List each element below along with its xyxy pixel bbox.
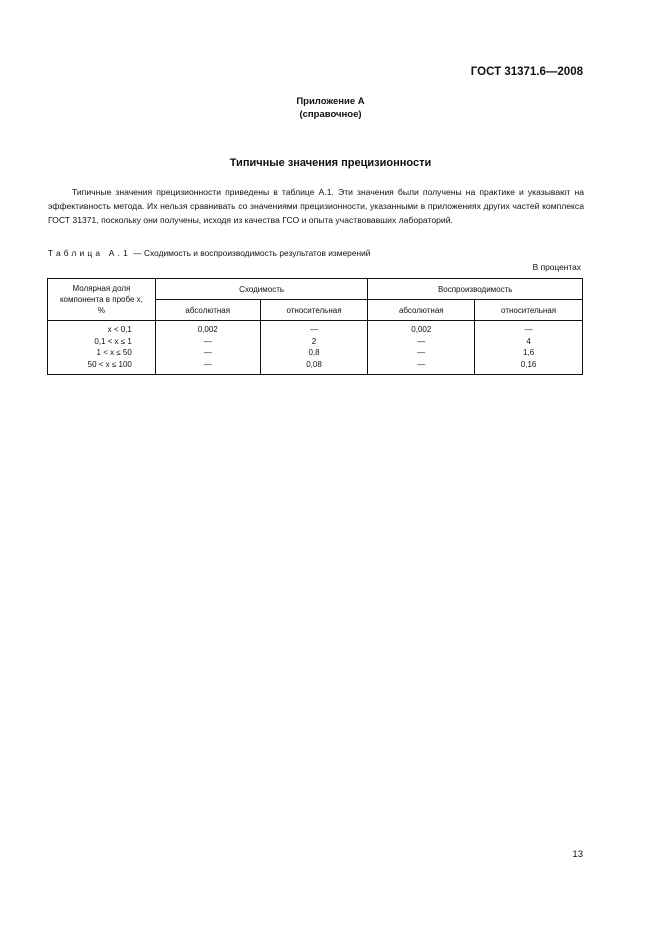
value-cell: 0,002 bbox=[411, 325, 432, 334]
section-title: Типичные значения прецизионности bbox=[229, 157, 432, 169]
col-reproducibility-absolute bbox=[368, 321, 475, 375]
value-cell: — bbox=[203, 359, 212, 369]
table-caption bbox=[48, 248, 370, 258]
subheader-repeatability-absolute: абсолютная bbox=[155, 300, 260, 321]
col-header-fraction-line1: Молярная доля bbox=[72, 284, 131, 293]
value-cell: 2 bbox=[311, 336, 317, 346]
col-header-repeatability: Сходимость bbox=[155, 279, 368, 300]
table-caption-label: Таблица А.1 bbox=[48, 248, 131, 258]
table-body-row bbox=[48, 321, 583, 375]
col-header-reproducibility: Воспроизводимость bbox=[368, 279, 583, 300]
table-caption-text: — Сходимость и воспроизводимость результатов измерений bbox=[130, 248, 371, 258]
document-code: ГОСТ 31371.6—2008 bbox=[470, 66, 583, 78]
value-cell: — bbox=[417, 359, 426, 369]
page-number: 13 bbox=[572, 849, 583, 860]
value-cell: — bbox=[310, 325, 318, 334]
value-cell: — bbox=[417, 348, 426, 357]
value-cell: — bbox=[203, 336, 212, 346]
appendix-title: Приложение А bbox=[296, 96, 365, 107]
subheader-reproducibility-absolute: абсолютная bbox=[368, 300, 475, 321]
range-cell: x < 0,1 bbox=[107, 325, 132, 334]
col-header-fraction bbox=[48, 279, 156, 321]
value-cell: 0,8 bbox=[308, 348, 320, 357]
value-cell: — bbox=[524, 325, 533, 334]
col-repeatability-relative bbox=[260, 321, 368, 375]
value-cell: — bbox=[417, 336, 426, 346]
value-cell: 4 bbox=[526, 336, 531, 346]
subheader-reproducibility-relative: относительная bbox=[475, 300, 583, 321]
value-cell: 0,08 bbox=[306, 359, 322, 369]
col-reproducibility-relative bbox=[475, 321, 583, 375]
col-header-fraction-line3: % bbox=[97, 306, 105, 315]
value-cell: 0,002 bbox=[197, 325, 218, 334]
value-cell: 1,6 bbox=[523, 348, 535, 357]
body-paragraph: Типичные значения прецизионности приведены в таблице А.1. Эти значения были получены на практике и указывают на эффективность метода. Их нельзя сравнивать со значениями прецизионности, указанными в приложениях других частей комплекса ГОСТ 31371, поскольку они получены, исходя из качества ГСО и опыта участвовавших лабораторий. bbox=[48, 187, 584, 225]
value-cell: 0,16 bbox=[520, 359, 537, 369]
subheader-repeatability-relative: относительная bbox=[260, 300, 368, 321]
units-note: В процентах bbox=[532, 262, 581, 272]
col-range bbox=[48, 321, 156, 375]
range-cell: 0,1 < x ≤ 1 bbox=[94, 336, 132, 346]
appendix-subtitle: (справочное) bbox=[299, 109, 362, 120]
col-repeatability-absolute bbox=[155, 321, 260, 375]
range-cell: 50 < x ≤ 100 bbox=[87, 359, 132, 369]
range-cell: 1 < x ≤ 50 bbox=[96, 348, 132, 357]
col-header-fraction-line2: компонента в пробе x, bbox=[59, 295, 143, 304]
precision-table bbox=[47, 278, 583, 375]
value-cell: — bbox=[203, 348, 212, 357]
